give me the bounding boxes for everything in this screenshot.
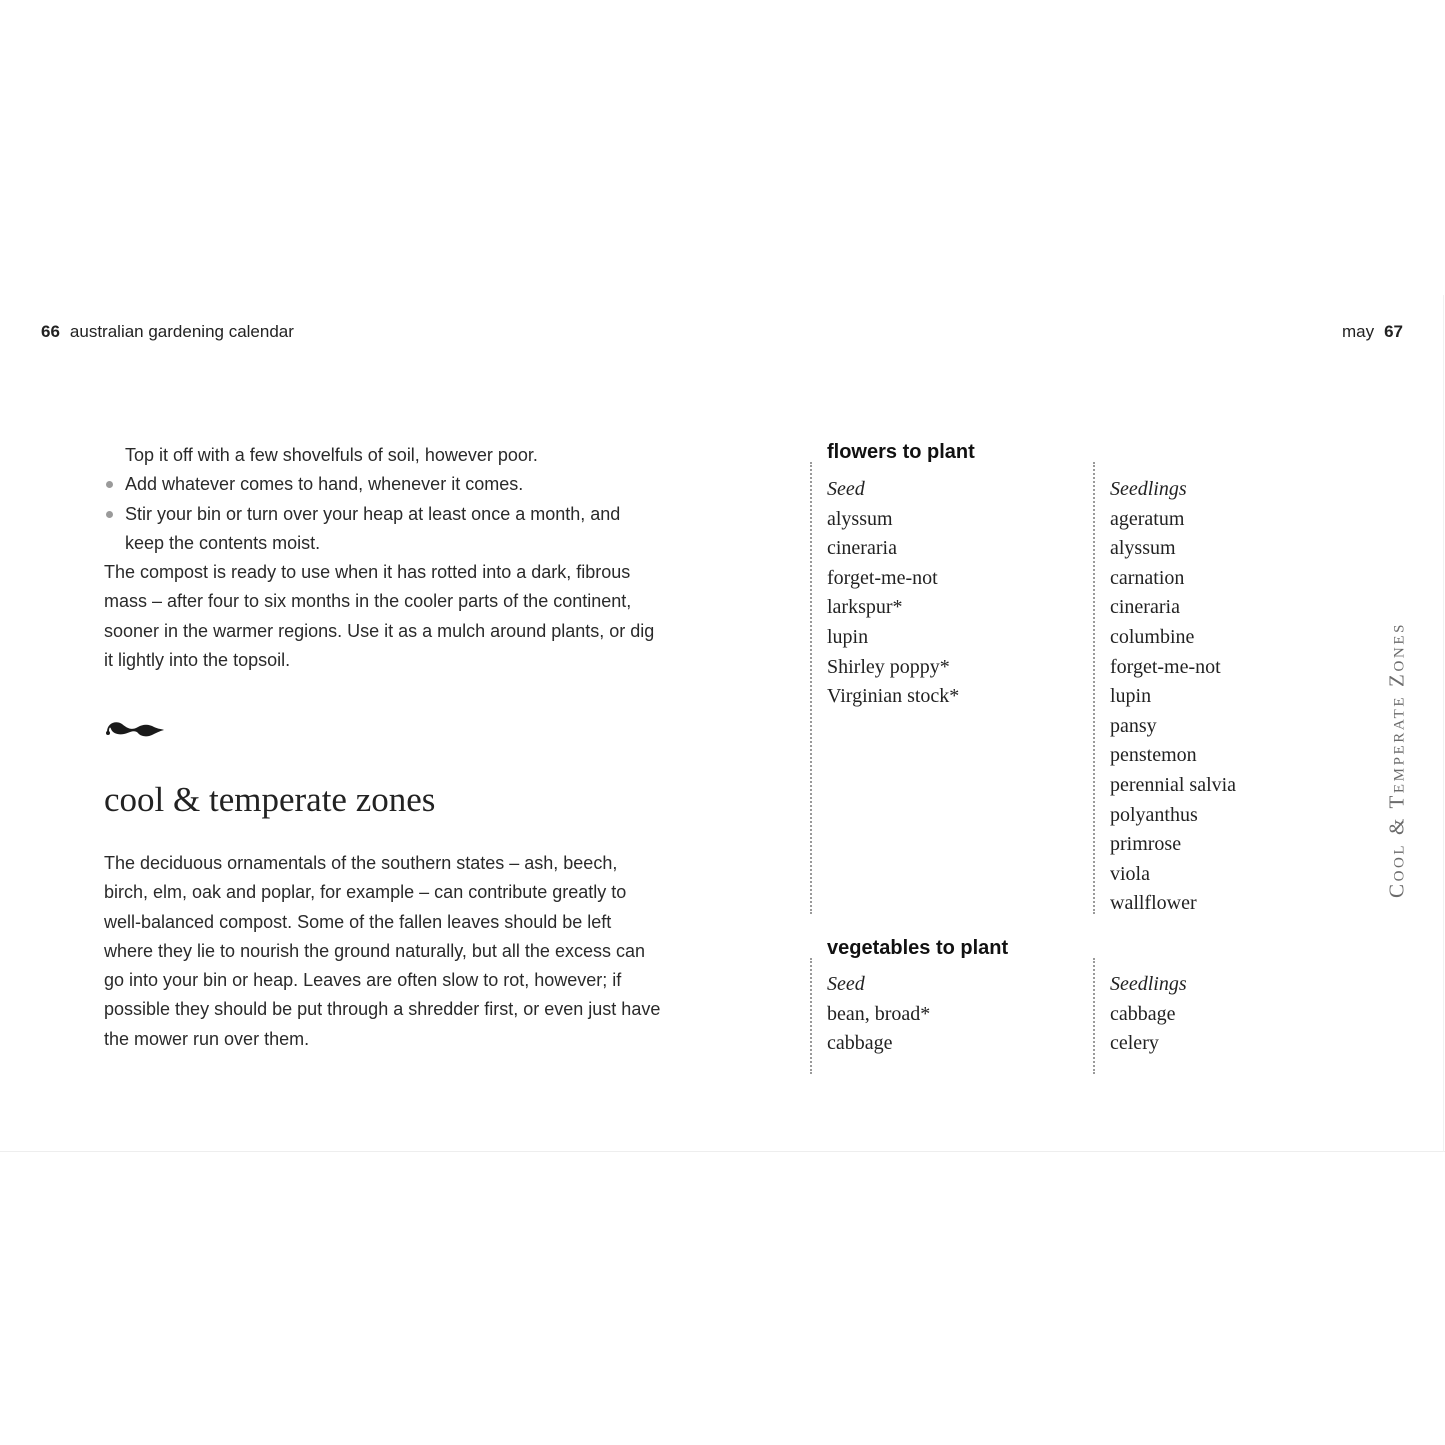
list-item: polyanthus [1110, 803, 1198, 826]
bullet-dot-icon [106, 481, 113, 488]
list-item: Shirley poppy* [827, 655, 950, 678]
fleuron-ornament-icon [104, 712, 168, 744]
list-item: penstemon [1110, 744, 1197, 767]
list-item: celery [1110, 1032, 1159, 1055]
vegetables-seed-divider [810, 958, 812, 1074]
right-running-head [1342, 322, 1403, 342]
bullet-item [104, 500, 664, 559]
seedlings-heading: Seedlings [1110, 973, 1187, 995]
list-item: bean, broad* [827, 1002, 931, 1025]
flowers-seedlings-column [1110, 475, 1236, 919]
compost-ready-paragraph: The compost is ready to use when it has rotted into a dark, fibrous mass – after four to six months in the cooler parts of the continent, sooner in the warmer regions. Use it as a mulch around plants, or dig it lightly into the topsoil. [104, 562, 655, 671]
list-item: forget-me-not [1110, 655, 1221, 678]
list-item: larkspur* [827, 596, 903, 619]
list-item: lupin [1110, 685, 1152, 708]
list-item: perennial salvia [1110, 773, 1237, 796]
right-running-head-title: may [1341, 322, 1375, 341]
flowers-seed-column [827, 475, 959, 712]
side-section-label [1385, 622, 1410, 898]
list-item: cineraria [1110, 596, 1180, 619]
seed-heading: Seed [827, 973, 865, 995]
list-item: ageratum [1110, 507, 1185, 530]
list-item: cabbage [1110, 1002, 1176, 1025]
flowers-seedlings-divider [1093, 462, 1095, 914]
list-item: columbine [1110, 625, 1195, 648]
vegetables-heading: vegetables to plant [827, 937, 1009, 959]
compost-instructions [104, 441, 664, 675]
list-item: forget-me-not [827, 566, 938, 589]
list-item: alyssum [827, 507, 893, 530]
vegetables-seed-column [827, 970, 930, 1059]
seedlings-heading: Seedlings [1110, 478, 1187, 500]
list-item: carnation [1110, 566, 1185, 589]
list-item: wallflower [1110, 892, 1197, 915]
flowers-seed-divider [810, 462, 812, 914]
deciduous-paragraph-block [104, 849, 664, 1054]
bullet-text: Add whatever comes to hand, whenever it comes. [125, 474, 524, 495]
vegetables-seedlings-column [1110, 970, 1187, 1059]
bullet-item [104, 470, 664, 499]
deciduous-paragraph: The deciduous ornamentals of the southern states – ash, beech, birch, elm, oak and poplar, for example – can contribute greatly to well-balanced compost. Some of the fallen leaves should be left where they lie to nourish the ground naturally, but all the excess can go into your bin or heap. Leaves are often slow to rot, however; if possible they should be put through a shredder first, or even just have the mower run over them. [104, 853, 661, 1049]
list-item: primrose [1110, 833, 1182, 856]
vegetables-seedlings-divider [1093, 958, 1095, 1074]
right-page-number: 67 [1384, 322, 1403, 341]
list-item: pansy [1110, 714, 1157, 737]
left-page-number: 66 [41, 322, 60, 341]
page-right-edge [1443, 295, 1444, 1152]
flowers-heading: flowers to plant [827, 441, 975, 463]
list-item: Virginian stock* [827, 685, 960, 708]
section-title: cool & temperate zones [104, 780, 436, 819]
intro-continuation: Top it off with a few shovelfuls of soil, however poor. [125, 445, 538, 465]
bullet-text: Stir your bin or turn over your heap at least once a month, and keep the contents moist. [125, 503, 621, 553]
list-item: cabbage [827, 1032, 893, 1055]
left-running-head-title: australian gardening calendar [69, 322, 294, 341]
left-running-head [41, 322, 294, 342]
list-item: alyssum [1110, 537, 1176, 560]
list-item: viola [1110, 862, 1150, 885]
list-item: cineraria [827, 537, 897, 560]
list-item: lupin [827, 625, 869, 648]
bullet-dot-icon [106, 511, 113, 518]
seed-heading: Seed [827, 478, 865, 500]
side-section-label-text: Cool & Temperate Zones [1384, 621, 1409, 899]
page-bottom-edge [0, 1151, 1445, 1152]
